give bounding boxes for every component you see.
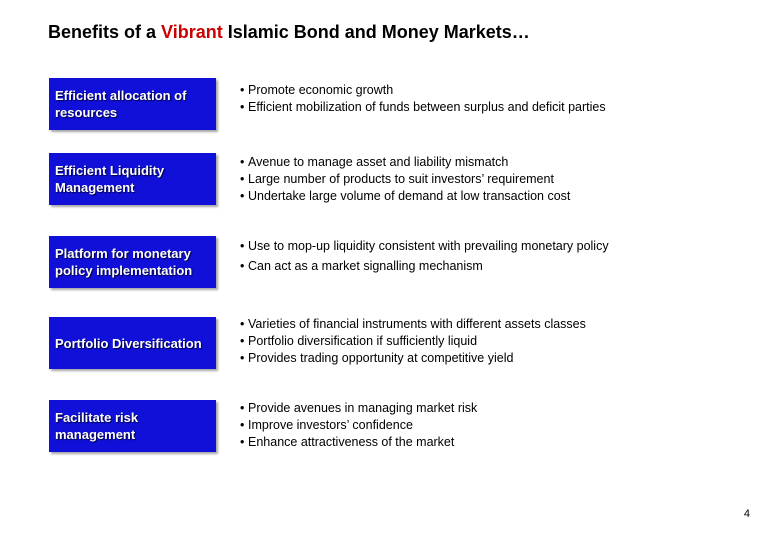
bullet-item: • Use to mop-up liquidity consistent with prevailing monetary policy	[240, 238, 609, 253]
benefit-label: Platform for monetary policy implementation	[55, 246, 193, 278]
benefit-box-diversification	[49, 317, 216, 369]
bullet-item: • Efficient mobilization of funds between surplus and deficit parties	[240, 100, 606, 114]
title-highlight: Vibrant	[161, 22, 223, 42]
benefit-box-risk	[49, 400, 216, 452]
page-number: 4	[743, 508, 750, 520]
bullet-dot-icon: •	[240, 154, 245, 169]
benefit-bullets-allocation	[240, 73, 760, 125]
benefit-box-monetary	[49, 236, 216, 288]
benefit-label: Efficient Liquidity Management	[55, 163, 165, 195]
benefit-box-liquidity	[49, 153, 216, 205]
bullet-dot-icon: •	[240, 188, 245, 203]
bullet-item: • Provides trading opportunity at competitive yield	[240, 350, 514, 365]
page-title	[48, 22, 530, 43]
bullet-dot-icon: •	[240, 333, 245, 348]
bullet-item: • Varieties of financial instruments with different assets classes	[240, 316, 586, 331]
bullet-item: • Large number of products to suit investors’ requirement	[240, 171, 554, 186]
bullet-item: • Avenue to manage asset and liability mismatch	[240, 154, 509, 169]
benefit-box-allocation	[49, 78, 216, 130]
bullet-dot-icon: •	[240, 100, 245, 114]
bullet-dot-icon: •	[240, 258, 245, 273]
bullet-item: • Undertake large volume of demand at low transaction cost	[240, 188, 571, 203]
benefit-bullets-monetary	[240, 230, 760, 282]
bullet-item: • Enhance attractiveness of the market	[240, 434, 455, 449]
benefit-bullets-diversification	[240, 315, 760, 367]
bullet-dot-icon: •	[240, 316, 245, 331]
bullet-item: • Improve investors’ confidence	[240, 417, 413, 432]
bullet-item: • Portfolio diversification if sufficiently liquid	[240, 333, 478, 348]
bullet-dot-icon: •	[240, 434, 245, 449]
benefit-bullets-liquidity	[240, 153, 760, 205]
benefit-label: Facilitate risk management	[55, 410, 139, 442]
title-suffix: Islamic Bond and Money Markets…	[222, 22, 530, 42]
bullet-dot-icon: •	[240, 238, 245, 253]
bullet-dot-icon: •	[240, 400, 245, 415]
bullet-dot-icon: •	[240, 171, 245, 186]
bullet-dot-icon: •	[240, 350, 245, 365]
bullet-dot-icon: •	[240, 417, 245, 432]
benefit-label: Portfolio Diversification	[55, 335, 202, 351]
bullet-dot-icon: •	[240, 83, 245, 97]
bullet-item: • Promote economic growth	[240, 83, 394, 97]
benefit-bullets-risk	[240, 399, 760, 451]
benefit-label: Efficient allocation of resources	[55, 88, 187, 120]
bullet-item: • Can act as a market signalling mechanism	[240, 258, 483, 273]
title-prefix: Benefits of a	[48, 22, 162, 42]
bullet-item: • Provide avenues in managing market risk	[240, 400, 478, 415]
